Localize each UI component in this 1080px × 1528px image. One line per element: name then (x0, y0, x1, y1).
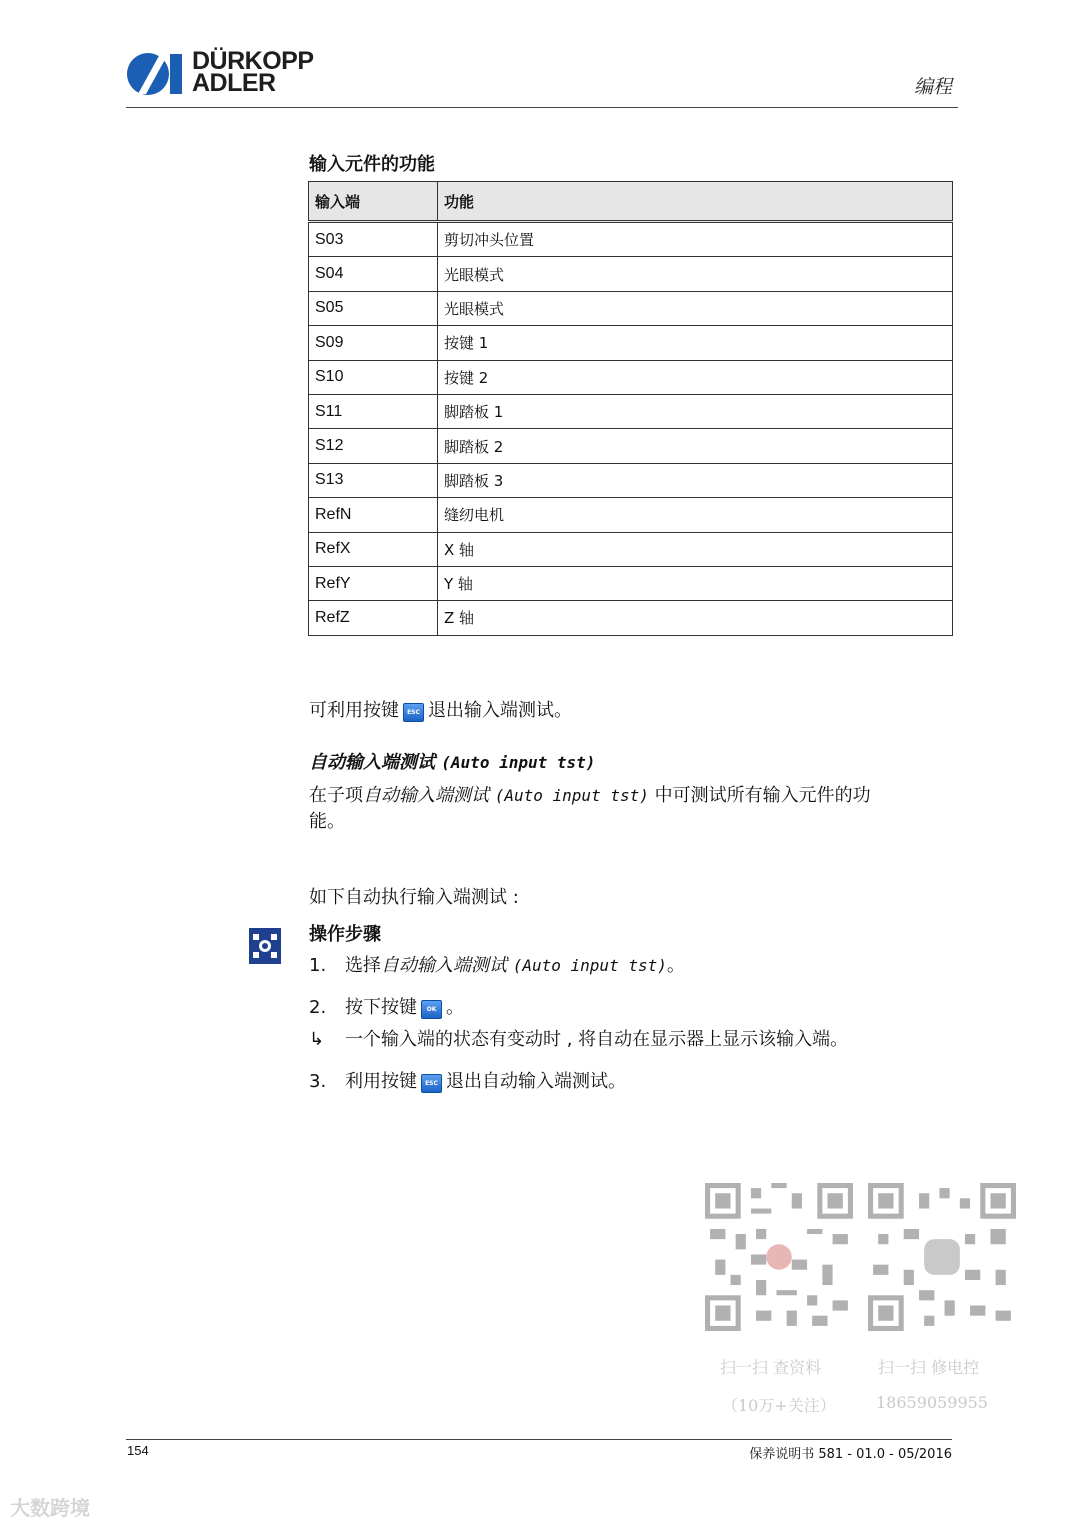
function-cell: 按键 1 (438, 326, 953, 360)
table-row (309, 394, 953, 428)
qr-caption: （10万+关注） (722, 1396, 836, 1415)
input-cell: S04 (309, 257, 438, 291)
input-cell: S11 (309, 394, 438, 428)
input-cell: S05 (309, 291, 438, 325)
qr-caption: 18659059955 (876, 1393, 988, 1412)
function-cell: Z 轴 (438, 601, 953, 635)
step-2: 2. 按下按键 OK 。 (309, 997, 464, 1018)
table-row (309, 257, 953, 291)
header-function: 功能 (438, 182, 953, 222)
table-row (309, 429, 953, 463)
table-row (309, 463, 953, 497)
table-row (309, 601, 953, 635)
result-arrow-icon: ↳ (309, 1029, 325, 1050)
table-row (309, 360, 953, 394)
table-row (309, 222, 953, 257)
steps-title: 操作步骤 (309, 924, 381, 945)
qr-code-icon (868, 1183, 1016, 1331)
table-row (309, 291, 953, 325)
function-cell: X 轴 (438, 532, 953, 566)
exit-instruction: 可利用按键 ESC 退出输入端测试。 (309, 700, 572, 721)
function-cell: 剪切冲头位置 (438, 222, 953, 257)
auto-test-intro: 如下自动执行输入端测试 : (309, 887, 519, 908)
document-id: 保养说明书 581 - 01.0 - 05/2016 (749, 1447, 952, 1462)
input-cell: RefN (309, 498, 438, 532)
footer-divider (126, 1439, 952, 1440)
table-title: 输入元件的功能 (309, 154, 435, 175)
input-cell: S09 (309, 326, 438, 360)
step-3: 3. 利用按键 ESC 退出自动输入端测试。 (309, 1071, 626, 1092)
step-1: 1. 选择自动输入端测试 (Auto input tst)。 (309, 955, 685, 976)
function-cell: 光眼模式 (438, 257, 953, 291)
function-cell: 脚踏板 2 (438, 429, 953, 463)
function-cell: 脚踏板 1 (438, 394, 953, 428)
table-row (309, 326, 953, 360)
page-number: 154 (127, 1443, 149, 1458)
function-cell: Y 轴 (438, 566, 953, 600)
function-cell: 按键 2 (438, 360, 953, 394)
table-row (309, 566, 953, 600)
function-cell: 缝纫电机 (438, 498, 953, 532)
function-cell: 光眼模式 (438, 291, 953, 325)
input-cell: RefZ (309, 601, 438, 635)
procedure-icon (249, 928, 281, 964)
watermark: 大数跨境 (10, 1496, 90, 1520)
qr-caption: 扫一扫 查资料 (720, 1358, 822, 1377)
table-row (309, 532, 953, 566)
ok-key-icon: OK (421, 1000, 442, 1019)
esc-key-icon: ESC (403, 703, 424, 722)
input-cell: S10 (309, 360, 438, 394)
table-row (309, 498, 953, 532)
qr-code-icon (705, 1183, 853, 1331)
input-cell: RefY (309, 566, 438, 600)
section-title: 编程 (913, 76, 952, 98)
function-cell: 脚踏板 3 (438, 463, 953, 497)
header-input: 输入端 (309, 182, 438, 222)
input-cell: RefX (309, 532, 438, 566)
input-functions-table (308, 181, 953, 636)
auto-test-description: 在子项自动输入端测试 (Auto input tst) 中可测试所有输入元件的功 能。 (309, 785, 871, 832)
table-header-row (309, 182, 953, 222)
header-divider (126, 107, 958, 108)
input-cell: S12 (309, 429, 438, 463)
brand-name: DÜRKOPP ADLER (192, 47, 314, 97)
step-result: ↳ 一个输入端的状态有变动时 , 将自动在显示器上显示该输入端。 (309, 1027, 848, 1053)
input-cell: S03 (309, 222, 438, 257)
auto-test-heading: 自动输入端测试 (Auto input tst) (309, 752, 596, 773)
input-cell: S13 (309, 463, 438, 497)
qr-caption: 扫一扫 修电控 (878, 1358, 980, 1377)
esc-key-icon: ESC (421, 1074, 442, 1093)
duerkopp-adler-logo-icon (126, 50, 186, 98)
